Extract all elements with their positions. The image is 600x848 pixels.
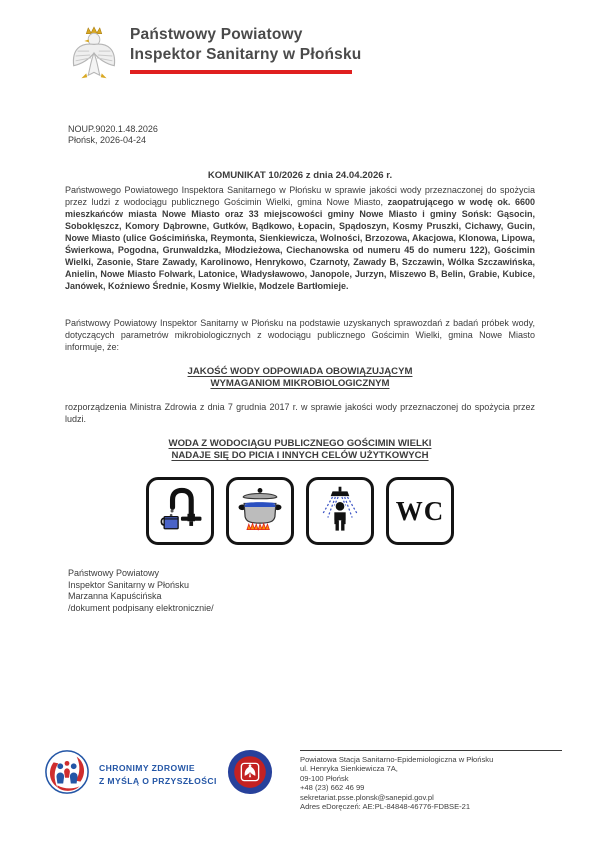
usage-icons-row — [0, 477, 600, 545]
paragraph-supply-area — [65, 184, 535, 292]
footer-email: sekretariat.psse.plonsk@sanepid.gov.pl — [300, 792, 434, 802]
statement-water-usable — [65, 438, 535, 461]
signature-block — [68, 568, 214, 614]
paragraph-regulation: rozporządzenia Ministra Zdrowia z dnia 7 grudnia 2017 r. w sprawie jakości wody przeznaczonej do spożycia przez ludzi. — [65, 402, 535, 424]
cooking-pot-icon — [226, 477, 294, 545]
footer-slogan-line2: Z MYŚLĄ O PRZYSZŁOŚCI — [99, 775, 217, 786]
polish-eagle-emblem-icon — [65, 25, 123, 85]
paragraph-supply-area-intro: Państwowego Powiatowego Inspektora Sanitarnego w Płońsku w sprawie jakości wody przeznaczonej do spożycia przez ludzi z wodociągu publicznego Gościmin Wielki, gmina Nowe Miasto, — [65, 185, 535, 207]
footer-contact-block — [300, 750, 562, 811]
footer-slogan-line1: CHRONIMY ZDROWIE — [99, 763, 195, 773]
red-divider-rule — [130, 70, 352, 74]
signatory-name: Marzanna Kapuścińska — [68, 591, 162, 602]
footer-edelivery-address: Adres eDoręczeń: AE:PL-84848-46776-FDBSE-21 — [300, 802, 471, 812]
place-and-date: Płońsk, 2026-04-24 — [68, 135, 147, 145]
tap-water-icon — [146, 477, 214, 545]
footer-street: ul. Henryka Sienkiewicza 7A, — [300, 764, 398, 774]
organization-title — [130, 25, 361, 74]
statement-water-quality — [65, 366, 535, 389]
statement-water-quality-line2: WYMAGANIOM MIKROBIOLOGICZNYM — [210, 377, 390, 389]
reference-block — [68, 124, 158, 146]
paragraph-supply-area-bold-list: zaopatrującego w wodę ok. 6600 mieszkańców miasta Nowe Miasto oraz 33 miejscowości gminy Nowe Miasto i gminy Sońsk: Gąsocin, Soboklęszcz, Komory Dąbrowne, Gutków, Bądkowo, Łopacin, Spądoszyn, Kosmy Pruszki, Cichawy, Gucin, Nowe Miasto (ulice Gościmińska, Reymonta, Sienkiewicza, Wolności, Brzozowa, Akacjowa, Klonowa, Lipowa, Świerkowa, Pogodna, Grunwaldzka, Młodzieżowa, Ciechanowska od numeru 45 do numeru 122), Gościmin Wielki, Zasonie, Stare Zawady, Karolinowo, Henrykowo, Czarnoty, Zawady B, Szczawin, Wólka Szczawińska, Anielin, Nowe Miasto Folwark, Latonice, Władysławowo, Janopole, Jurzyn, Miszewo B, Belin, Grabie, Kubice, Janówek, Koźniewo Średnie, Kosmy Wielkie, Modzele Bartłomieje. — [65, 197, 535, 291]
footer-station-name: Powiatowa Stacja Sanitarno-Epidemiologiczna w Płońsku — [300, 755, 494, 764]
statement-water-usable-line1: WODA Z WODOCIĄGU PUBLICZNEGO GOŚCIMIN WIELKI — [168, 438, 432, 449]
footer-slogan — [99, 762, 217, 787]
statement-water-usable-line2: NADAJE SIĘ DO PICIA I INNYCH CELÓW UŻYTKOWYCH — [171, 449, 429, 461]
wc-icon — [386, 477, 454, 545]
wc-label: WC — [395, 495, 445, 526]
communique-title: KOMUNIKAT 10/2026 z dnia 24.04.2026 r. — [207, 170, 393, 181]
letterhead — [65, 25, 361, 85]
paragraph-inspection-basis: Państwowy Powiatowy Inspektor Sanitarny w Płońsku na podstawie uzyskanych sprawozdań z badań próbek wody, dotyczących parametrów mikrobiologicznych z wodociągu publicznego Gościmin Wielki, gmina Nowe Miasto informuje, że: — [65, 318, 535, 352]
org-title-line2: Inspektor Sanitarny w Płońsku — [130, 45, 362, 63]
footer-city: 09-100 Płońsk — [300, 773, 349, 783]
footer-phone: +48 (23) 662 46 99 — [300, 783, 365, 793]
org-title-line1: Państwowy Powiatowy — [130, 26, 303, 43]
shower-icon — [306, 477, 374, 545]
signature-org-line2: Inspektor Sanitarny w Płońsku — [68, 579, 190, 590]
signature-org-line1: Państwowy Powiatowy — [68, 568, 160, 578]
electronic-signature-note: /dokument podpisany elektronicznie/ — [68, 602, 214, 613]
reference-number: NOUP.9020.1.48.2026 — [68, 124, 158, 134]
state-sanitary-badge-icon — [227, 749, 273, 800]
sanitary-inspection-logo-icon — [44, 749, 90, 800]
statement-water-quality-line1: JAKOŚĆ WODY ODPOWIADA OBOWIĄZUJĄCYM — [187, 366, 413, 377]
footer-logos — [44, 749, 273, 800]
